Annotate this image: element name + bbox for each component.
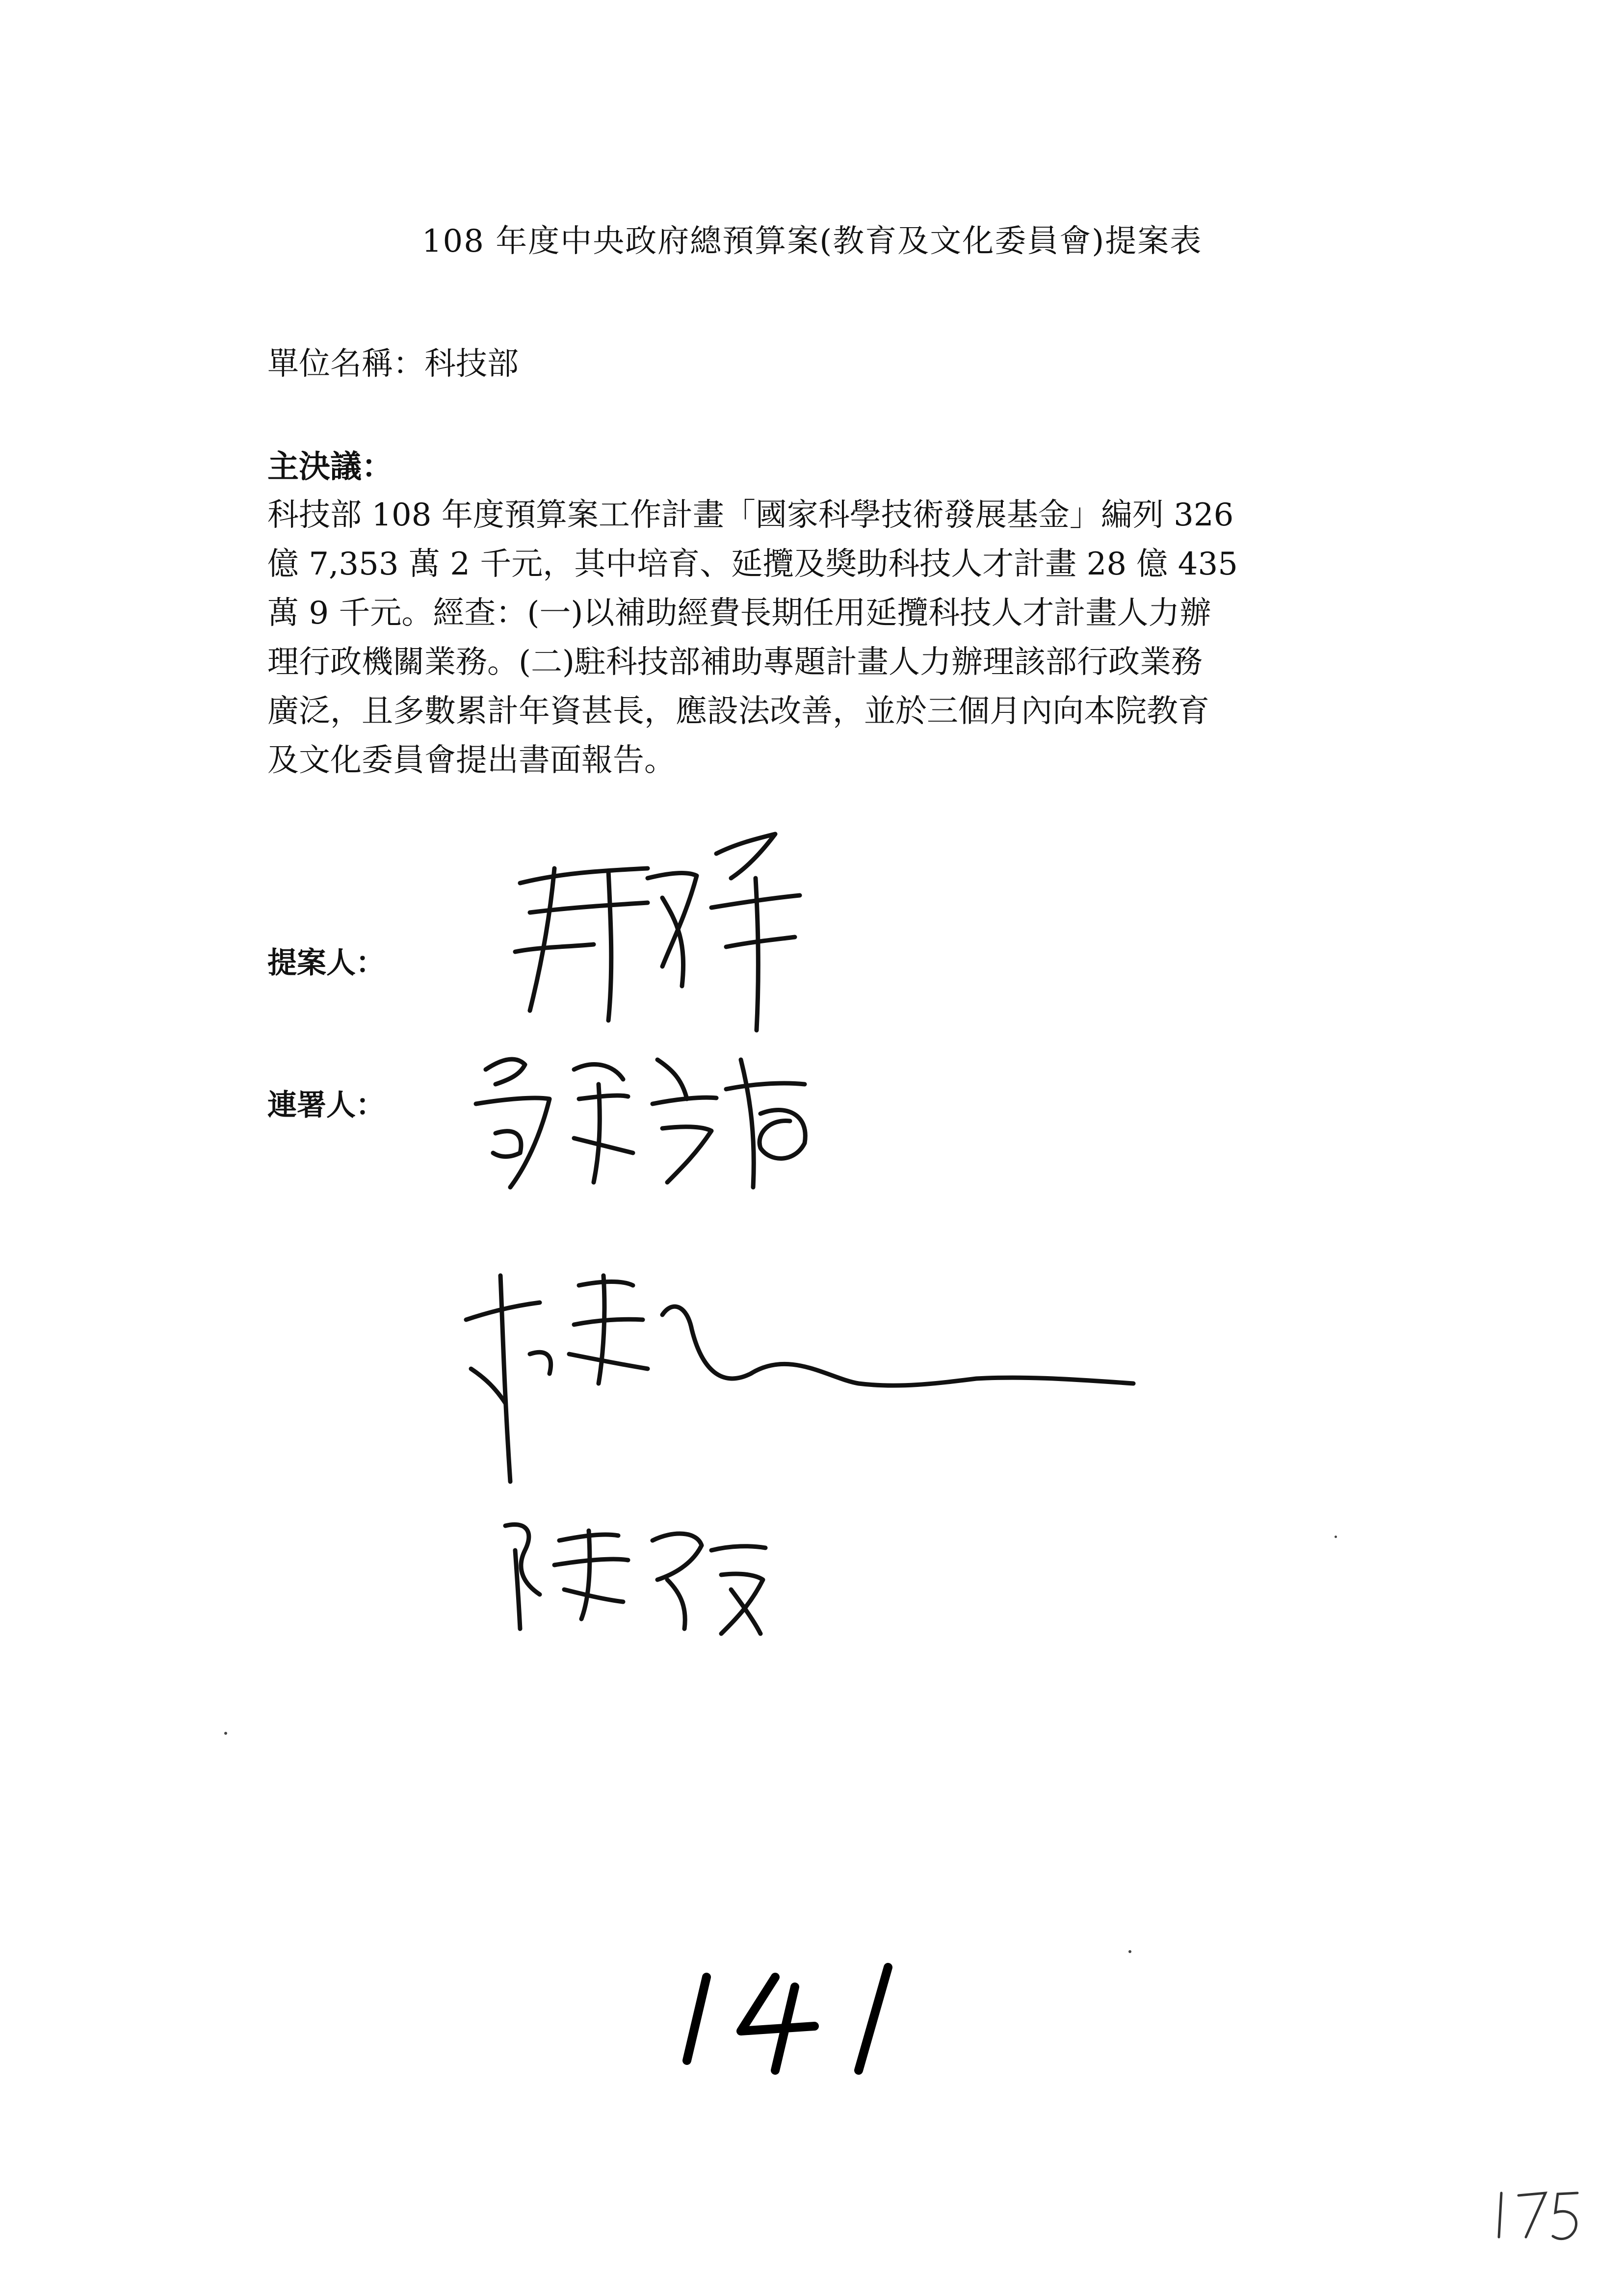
proposer-label: 提案人： [267, 946, 385, 980]
resolution-heading: 主決議： [267, 448, 393, 485]
resolution-line: 理行政機關業務。(二)駐科技部補助專題計畫人力辦理該部行政業務 [267, 644, 1203, 680]
resolution-line: 萬 9 千元。經查：(一)以補助經費長期任用延攬科技人才計畫人力辦 [267, 595, 1211, 631]
resolution-body [267, 491, 1411, 785]
corner-page-number [1492, 2183, 1590, 2247]
scan-speck [224, 1732, 227, 1735]
scan-speck [1335, 1536, 1337, 1538]
cosigner-signature [466, 1040, 829, 1202]
scan-speck [1128, 1950, 1131, 1953]
resolution-line: 科技部 108 年度預算案工作計畫「國家科學技術發展基金」編列 326 [267, 497, 1234, 533]
unit-name-line: 單位名稱：科技部 [267, 346, 519, 382]
cosigner-label: 連署人： [267, 1088, 385, 1122]
resolution-line: 廣泛，且多數累計年資甚長，應設法改善，並於三個月內向本院教育 [267, 693, 1209, 730]
document-title: 108 年度中央政府總預算案(教育及文化委員會)提案表 [421, 223, 1203, 260]
cosigner-signature [496, 1511, 780, 1639]
resolution-line: 及文化委員會提出書面報告。 [267, 742, 676, 779]
handwritten-page-number [653, 1957, 908, 2085]
resolution-line: 億 7,353 萬 2 千元，其中培育、延攬及獎助科技人才計畫 28 億 435 [267, 546, 1238, 582]
cosigner-signature [456, 1256, 1143, 1501]
proposer-signature [500, 824, 824, 1035]
